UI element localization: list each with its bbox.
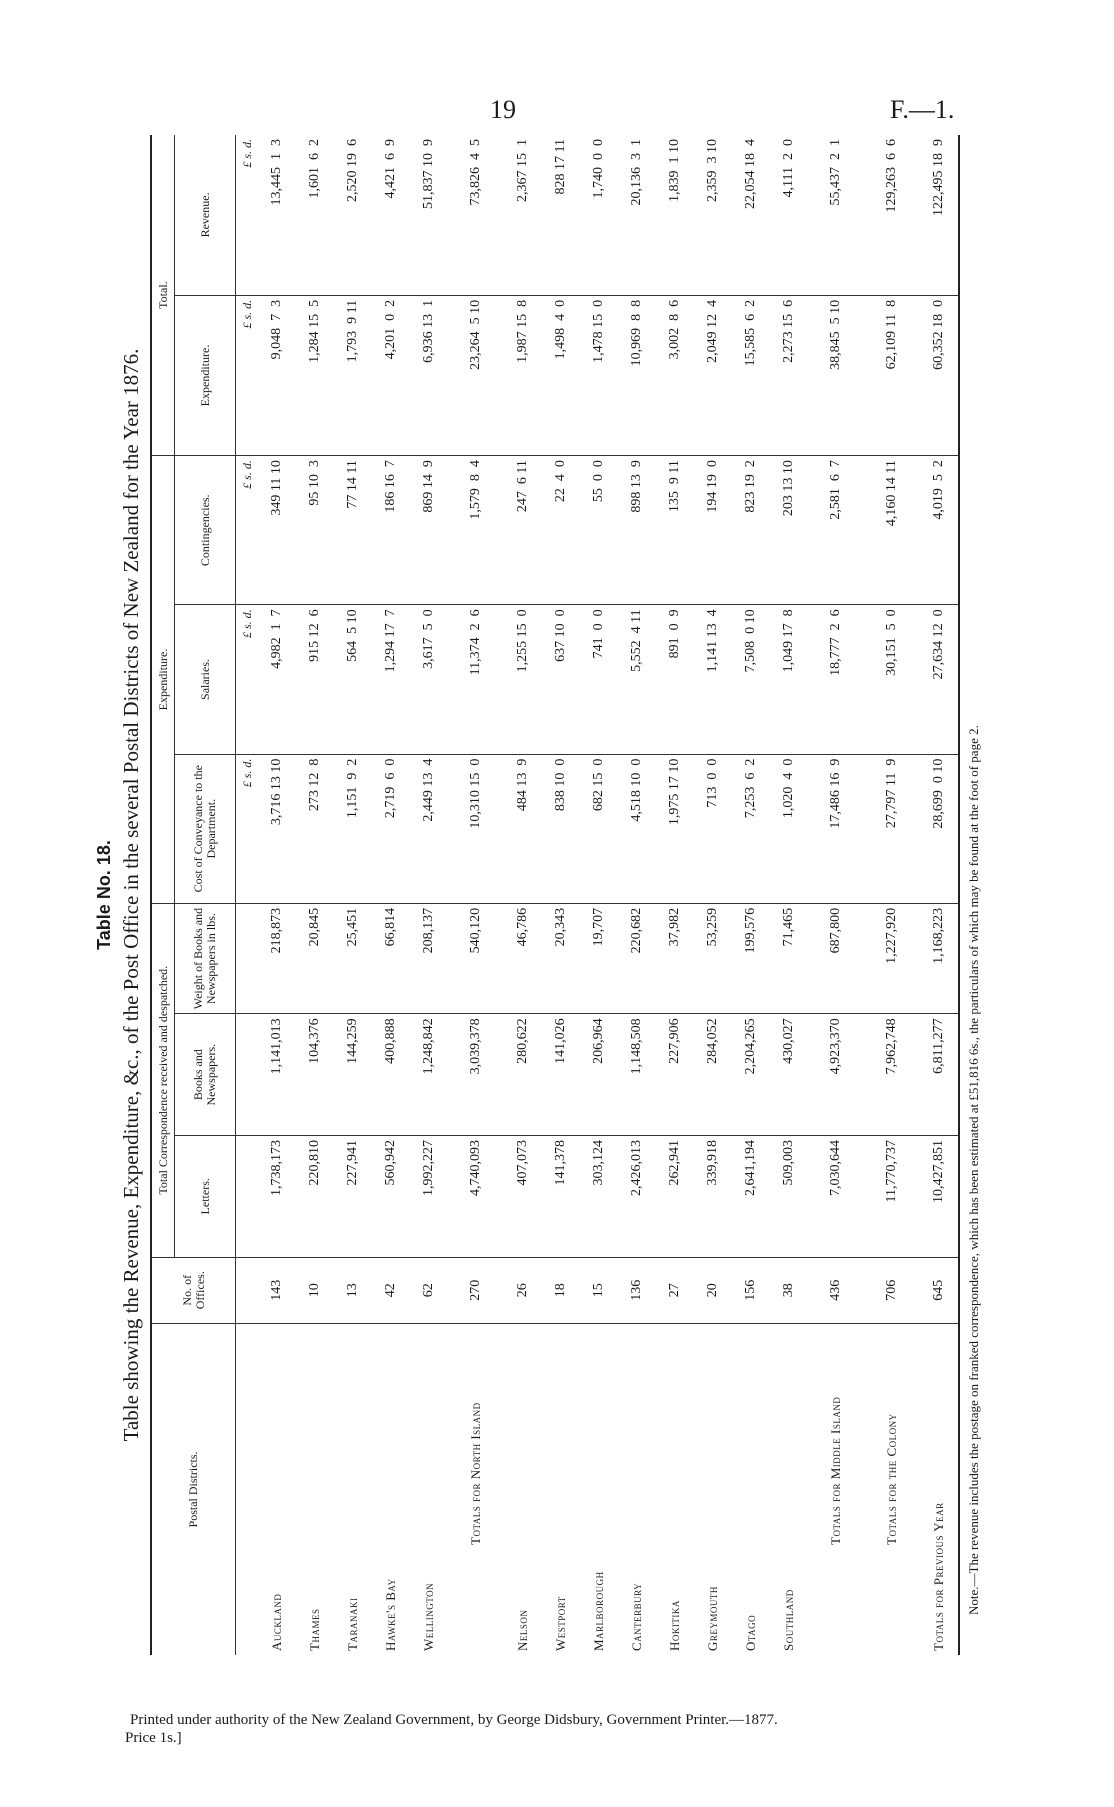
table-row bbox=[296, 135, 334, 1655]
district-name: Marlborough bbox=[591, 1571, 606, 1651]
col-postal-districts: Postal Districts. bbox=[151, 1323, 236, 1655]
col-weight: Weight of Books and Newspapers in lbs. bbox=[175, 903, 236, 1014]
cell-salaries: 741 0 0 bbox=[580, 605, 618, 754]
cell-salaries: 1,049 17 8 bbox=[770, 605, 808, 754]
cell-books: 206,964 bbox=[580, 1014, 618, 1136]
cell-contingencies: 247 6 11 bbox=[504, 456, 542, 605]
cell-letters: 7,030,644 bbox=[808, 1135, 864, 1257]
cell-salaries: 1,255 15 0 bbox=[504, 605, 542, 754]
cell-conveyance: 1,151 9 2 bbox=[334, 754, 372, 903]
cell-letters: 2,426,013 bbox=[618, 1135, 656, 1257]
cell-books: 1,248,842 bbox=[410, 1014, 448, 1136]
district-name: Thames bbox=[307, 1608, 322, 1651]
district-name: Southland bbox=[781, 1589, 796, 1651]
cell-conveyance: 3,716 13 10 bbox=[258, 754, 296, 903]
cell-letters: 10,427,851 bbox=[920, 1135, 959, 1257]
cell-salaries: 1,141 13 4 bbox=[694, 605, 732, 754]
cell-books: 7,962,748 bbox=[864, 1014, 920, 1136]
cell-offices: 27 bbox=[656, 1257, 694, 1323]
cell-revenue: 1,740 0 0 bbox=[580, 135, 618, 295]
cell-salaries: 7,508 0 10 bbox=[732, 605, 770, 754]
cell-weight: 46,786 bbox=[504, 903, 542, 1014]
cell-weight: 540,120 bbox=[448, 903, 504, 1014]
cell-letters: 339,918 bbox=[694, 1135, 732, 1257]
cell-weight: 1,168,223 bbox=[920, 903, 959, 1014]
col-conveyance: Cost of Conveyance to the Department. bbox=[175, 754, 236, 903]
district-name: Totals for Previous Year bbox=[920, 1323, 959, 1655]
cell-offices: 38 bbox=[770, 1257, 808, 1323]
cell-revenue: 2,359 3 10 bbox=[694, 135, 732, 295]
cell-letters: 1,992,227 bbox=[410, 1135, 448, 1257]
cell-salaries: 5,552 4 11 bbox=[618, 605, 656, 754]
table-row bbox=[504, 135, 542, 1655]
cell-offices: 26 bbox=[504, 1257, 542, 1323]
cell-salaries: 1,294 17 7 bbox=[372, 605, 410, 754]
cell-books: 3,039,378 bbox=[448, 1014, 504, 1136]
cell-revenue: 55,437 2 1 bbox=[808, 135, 864, 295]
table-body bbox=[236, 135, 960, 1655]
cell-expenditure: 1,478 15 0 bbox=[580, 295, 618, 455]
cell-salaries: 637 10 0 bbox=[542, 605, 580, 754]
cell-weight: 53,259 bbox=[694, 903, 732, 1014]
cell-revenue: 122,495 18 9 bbox=[920, 135, 959, 295]
district-name: Otago bbox=[743, 1614, 758, 1651]
postal-statistics-table bbox=[150, 135, 960, 1655]
col-revenue: Revenue. bbox=[175, 135, 236, 295]
cell-offices: 706 bbox=[864, 1257, 920, 1323]
cell-contingencies: 203 13 10 bbox=[770, 456, 808, 605]
cell-expenditure: 6,936 13 1 bbox=[410, 295, 448, 455]
cell-contingencies: 135 9 11 bbox=[656, 456, 694, 605]
cell-revenue: 73,826 4 5 bbox=[448, 135, 504, 295]
cell-expenditure: 1,987 15 8 bbox=[504, 295, 542, 455]
table-row bbox=[334, 135, 372, 1655]
units-label: £ s. d. bbox=[236, 135, 259, 295]
cell-letters: 509,003 bbox=[770, 1135, 808, 1257]
district-name: Hokitika bbox=[667, 1600, 682, 1651]
cell-contingencies: 898 13 9 bbox=[618, 456, 656, 605]
col-letters: Letters. bbox=[175, 1135, 236, 1257]
price: Price 1s.] bbox=[125, 1730, 182, 1746]
cell-revenue: 2,520 19 6 bbox=[334, 135, 372, 295]
table-row bbox=[410, 135, 448, 1655]
table-row bbox=[920, 135, 959, 1655]
cell-conveyance: 2,449 13 4 bbox=[410, 754, 448, 903]
district-name: Nelson bbox=[515, 1609, 530, 1651]
document-reference: F.—1. bbox=[890, 95, 955, 124]
cell-offices: 645 bbox=[920, 1257, 959, 1323]
cell-books: 4,923,370 bbox=[808, 1014, 864, 1136]
cell-conveyance: 682 15 0 bbox=[580, 754, 618, 903]
cell-expenditure: 62,109 11 8 bbox=[864, 295, 920, 455]
cell-offices: 62 bbox=[410, 1257, 448, 1323]
district-name: Totals for the Colony bbox=[884, 1413, 899, 1545]
cell-contingencies: 349 11 10 bbox=[258, 456, 296, 605]
cell-conveyance: 10,310 15 0 bbox=[448, 754, 504, 903]
cell-revenue: 4,111 2 0 bbox=[770, 135, 808, 295]
cell-offices: 10 bbox=[296, 1257, 334, 1323]
cell-revenue: 2,367 15 1 bbox=[504, 135, 542, 295]
table-row bbox=[694, 135, 732, 1655]
cell-conveyance: 17,486 16 9 bbox=[808, 754, 864, 903]
cell-revenue: 828 17 11 bbox=[542, 135, 580, 295]
district-name: Auckland bbox=[269, 1593, 284, 1651]
cell-weight: 25,451 bbox=[334, 903, 372, 1014]
cell-books: 227,906 bbox=[656, 1014, 694, 1136]
col-group-expenditure: Expenditure. bbox=[151, 456, 175, 904]
units-row bbox=[236, 135, 259, 1655]
cell-contingencies: 1,579 8 4 bbox=[448, 456, 504, 605]
cell-conveyance: 27,797 11 9 bbox=[864, 754, 920, 903]
cell-conveyance: 713 0 0 bbox=[694, 754, 732, 903]
cell-contingencies: 77 14 11 bbox=[334, 456, 372, 605]
cell-conveyance: 28,699 0 10 bbox=[920, 754, 959, 903]
cell-weight: 37,982 bbox=[656, 903, 694, 1014]
cell-weight: 218,873 bbox=[258, 903, 296, 1014]
cell-letters: 220,810 bbox=[296, 1135, 334, 1257]
cell-conveyance: 838 10 0 bbox=[542, 754, 580, 903]
cell-letters: 11,770,737 bbox=[864, 1135, 920, 1257]
table-row bbox=[372, 135, 410, 1655]
cell-conveyance: 1,020 4 0 bbox=[770, 754, 808, 903]
cell-offices: 143 bbox=[258, 1257, 296, 1323]
cell-books: 1,148,508 bbox=[618, 1014, 656, 1136]
district-name: Wellington bbox=[421, 1582, 436, 1651]
cell-salaries: 915 12 6 bbox=[296, 605, 334, 754]
cell-weight: 71,465 bbox=[770, 903, 808, 1014]
cell-books: 6,811,277 bbox=[920, 1014, 959, 1136]
district-name: Hawke's Bay bbox=[383, 1578, 398, 1651]
units-label: £ s. d. bbox=[236, 456, 259, 605]
col-salaries: Salaries. bbox=[175, 605, 236, 754]
district-name: Westport bbox=[553, 1596, 568, 1651]
page-number: 19 bbox=[490, 95, 516, 124]
cell-salaries: 891 0 9 bbox=[656, 605, 694, 754]
cell-books: 430,027 bbox=[770, 1014, 808, 1136]
table-row bbox=[770, 135, 808, 1655]
cell-weight: 1,227,920 bbox=[864, 903, 920, 1014]
cell-revenue: 13,445 1 3 bbox=[258, 135, 296, 295]
cell-expenditure: 1,498 4 0 bbox=[542, 295, 580, 455]
units-label: £ s. d. bbox=[236, 295, 259, 455]
cell-contingencies: 823 19 2 bbox=[732, 456, 770, 605]
cell-letters: 141,378 bbox=[542, 1135, 580, 1257]
units-label: £ s. d. bbox=[236, 605, 259, 754]
cell-contingencies: 55 0 0 bbox=[580, 456, 618, 605]
district-name: Taranaki bbox=[345, 1597, 360, 1651]
cell-expenditure: 23,264 5 10 bbox=[448, 295, 504, 455]
district-name: Totals for North Island bbox=[468, 1402, 483, 1545]
cell-letters: 303,124 bbox=[580, 1135, 618, 1257]
cell-books: 2,204,265 bbox=[732, 1014, 770, 1136]
cell-expenditure: 2,273 15 6 bbox=[770, 295, 808, 455]
cell-contingencies: 869 14 9 bbox=[410, 456, 448, 605]
col-group-total: Total. bbox=[151, 135, 175, 456]
table-number: Table No. 18. bbox=[94, 840, 114, 950]
cell-letters: 2,641,194 bbox=[732, 1135, 770, 1257]
cell-books: 144,259 bbox=[334, 1014, 372, 1136]
cell-letters: 227,941 bbox=[334, 1135, 372, 1257]
table-note: Note.—The revenue includes the postage on franked correspondence, which has been estimated at £51,816 6s., the particulars of which may be found at the foot of page 2. bbox=[966, 725, 981, 1615]
cell-offices: 15 bbox=[580, 1257, 618, 1323]
district-name: Canterbury bbox=[629, 1582, 644, 1651]
cell-contingencies: 95 10 3 bbox=[296, 456, 334, 605]
cell-revenue: 129,263 6 6 bbox=[864, 135, 920, 295]
cell-letters: 407,073 bbox=[504, 1135, 542, 1257]
cell-revenue: 22,054 18 4 bbox=[732, 135, 770, 295]
cell-offices: 42 bbox=[372, 1257, 410, 1323]
cell-offices: 136 bbox=[618, 1257, 656, 1323]
table-row bbox=[656, 135, 694, 1655]
cell-expenditure: 15,585 6 2 bbox=[732, 295, 770, 455]
cell-books: 141,026 bbox=[542, 1014, 580, 1136]
col-no-of-offices: No. of Offices. bbox=[151, 1257, 236, 1323]
cell-offices: 270 bbox=[448, 1257, 504, 1323]
cell-offices: 20 bbox=[694, 1257, 732, 1323]
cell-conveyance: 273 12 8 bbox=[296, 754, 334, 903]
cell-weight: 20,845 bbox=[296, 903, 334, 1014]
cell-weight: 199,576 bbox=[732, 903, 770, 1014]
cell-expenditure: 1,284 15 5 bbox=[296, 295, 334, 455]
cell-expenditure: 3,002 8 6 bbox=[656, 295, 694, 455]
cell-offices: 13 bbox=[334, 1257, 372, 1323]
table-row bbox=[258, 135, 296, 1655]
cell-salaries: 30,151 5 0 bbox=[864, 605, 920, 754]
cell-salaries: 4,982 1 7 bbox=[258, 605, 296, 754]
table-title: Table showing the Revenue, Expenditure, &c., of the Post Office in the several Postal Districts of New Zealand for the Year 1876. bbox=[119, 348, 143, 1442]
cell-letters: 1,738,173 bbox=[258, 1135, 296, 1257]
cell-revenue: 20,136 3 1 bbox=[618, 135, 656, 295]
cell-weight: 19,707 bbox=[580, 903, 618, 1014]
cell-salaries: 11,374 2 6 bbox=[448, 605, 504, 754]
cell-salaries: 18,777 2 6 bbox=[808, 605, 864, 754]
col-group-correspondence: Total Correspondence received and despatched. bbox=[151, 903, 175, 1257]
cell-weight: 208,137 bbox=[410, 903, 448, 1014]
cell-conveyance: 4,518 10 0 bbox=[618, 754, 656, 903]
cell-expenditure: 1,793 9 11 bbox=[334, 295, 372, 455]
cell-contingencies: 22 4 0 bbox=[542, 456, 580, 605]
cell-salaries: 27,634 12 0 bbox=[920, 605, 959, 754]
cell-revenue: 1,839 1 10 bbox=[656, 135, 694, 295]
cell-letters: 262,941 bbox=[656, 1135, 694, 1257]
total-row bbox=[864, 135, 920, 1655]
table-row bbox=[580, 135, 618, 1655]
cell-books: 280,622 bbox=[504, 1014, 542, 1136]
table-row bbox=[732, 135, 770, 1655]
cell-conveyance: 2,719 6 0 bbox=[372, 754, 410, 903]
cell-books: 104,376 bbox=[296, 1014, 334, 1136]
cell-books: 1,141,013 bbox=[258, 1014, 296, 1136]
col-total-expenditure: Expenditure. bbox=[175, 295, 236, 455]
cell-revenue: 4,421 6 9 bbox=[372, 135, 410, 295]
district-name: Greymouth bbox=[705, 1586, 720, 1651]
cell-salaries: 3,617 5 0 bbox=[410, 605, 448, 754]
table-row bbox=[542, 135, 580, 1655]
cell-salaries: 564 5 10 bbox=[334, 605, 372, 754]
cell-expenditure: 4,201 0 2 bbox=[372, 295, 410, 455]
cell-revenue: 51,837 10 9 bbox=[410, 135, 448, 295]
cell-contingencies: 2,581 6 7 bbox=[808, 456, 864, 605]
cell-conveyance: 7,253 6 2 bbox=[732, 754, 770, 903]
cell-offices: 156 bbox=[732, 1257, 770, 1323]
district-name: Totals for Middle Island bbox=[828, 1396, 843, 1545]
cell-revenue: 1,601 6 2 bbox=[296, 135, 334, 295]
cell-expenditure: 2,049 12 4 bbox=[694, 295, 732, 455]
cell-expenditure: 38,845 5 10 bbox=[808, 295, 864, 455]
col-books: Books and Newspapers. bbox=[175, 1014, 236, 1136]
cell-contingencies: 186 16 7 bbox=[372, 456, 410, 605]
total-row bbox=[448, 135, 504, 1655]
cell-letters: 560,942 bbox=[372, 1135, 410, 1257]
col-contingencies: Contingencies. bbox=[175, 456, 236, 605]
cell-contingencies: 4,019 5 2 bbox=[920, 456, 959, 605]
cell-contingencies: 194 19 0 bbox=[694, 456, 732, 605]
cell-books: 284,052 bbox=[694, 1014, 732, 1136]
cell-expenditure: 10,969 8 8 bbox=[618, 295, 656, 455]
total-row bbox=[808, 135, 864, 1655]
cell-weight: 220,682 bbox=[618, 903, 656, 1014]
cell-offices: 18 bbox=[542, 1257, 580, 1323]
units-label: £ s. d. bbox=[236, 754, 259, 903]
cell-offices: 436 bbox=[808, 1257, 864, 1323]
cell-weight: 20,343 bbox=[542, 903, 580, 1014]
rotated-table-block bbox=[92, 135, 981, 1655]
cell-expenditure: 60,352 18 0 bbox=[920, 295, 959, 455]
cell-weight: 66,814 bbox=[372, 903, 410, 1014]
cell-expenditure: 9,048 7 3 bbox=[258, 295, 296, 455]
cell-weight: 687,800 bbox=[808, 903, 864, 1014]
cell-contingencies: 4,160 14 11 bbox=[864, 456, 920, 605]
cell-books: 400,888 bbox=[372, 1014, 410, 1136]
cell-letters: 4,740,093 bbox=[448, 1135, 504, 1257]
printer-imprint: Printed under authority of the New Zealand Government, by George Didsbury, Government Printer.—1877. bbox=[130, 1712, 778, 1728]
cell-conveyance: 484 13 9 bbox=[504, 754, 542, 903]
table-row bbox=[618, 135, 656, 1655]
cell-conveyance: 1,975 17 10 bbox=[656, 754, 694, 903]
